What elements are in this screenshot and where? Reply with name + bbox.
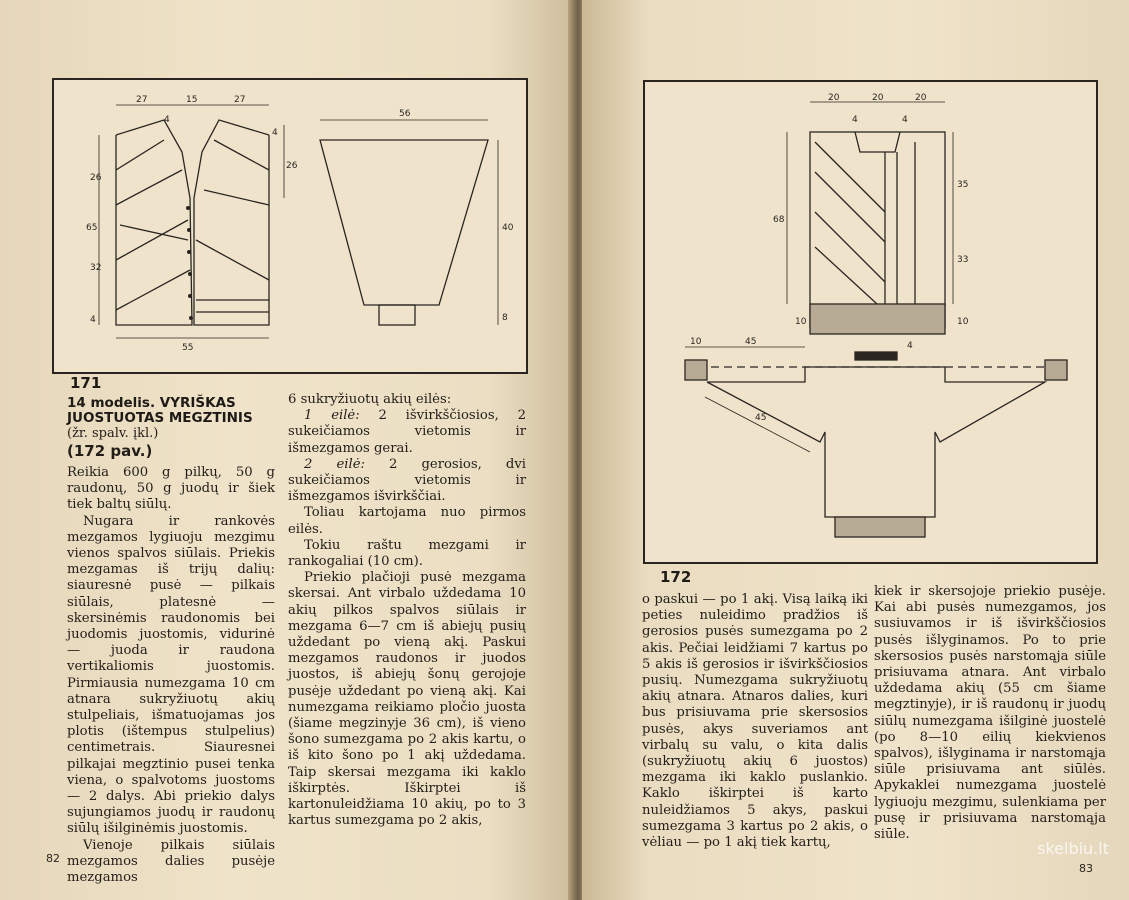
dim-label: 55 bbox=[182, 343, 194, 353]
dim-label: 26 bbox=[286, 161, 298, 171]
model-heading-line2: JUOSTUOTAS MEGZTINIS bbox=[67, 410, 253, 426]
row-label: 1 eilė: bbox=[304, 408, 360, 424]
figure-171-box bbox=[52, 78, 528, 374]
dim-label: 4 bbox=[907, 341, 913, 351]
dim-label: 33 bbox=[957, 255, 969, 265]
left-column-1 bbox=[67, 396, 275, 886]
paragraph: 6 sukryžiuotų akių eilės: bbox=[288, 392, 452, 407]
dim-label: 26 bbox=[90, 173, 102, 183]
dim-label: 27 bbox=[234, 95, 246, 105]
dim-label: 4 bbox=[852, 115, 858, 125]
page-number: 82 bbox=[46, 852, 60, 865]
dim-label: 10 bbox=[795, 317, 807, 327]
paragraph: Toliau kartojama nuo pirmos eilės. bbox=[288, 505, 526, 537]
dim-label: 10 bbox=[957, 317, 969, 327]
dim-label: 8 bbox=[502, 313, 508, 323]
dim-label: 68 bbox=[773, 215, 785, 225]
dim-label: 4 bbox=[902, 115, 908, 125]
figure-number: 171 bbox=[70, 374, 102, 392]
page-number: 83 bbox=[1079, 862, 1093, 875]
left-column-2 bbox=[288, 392, 526, 829]
paragraph: Priekio plačioji pusė mezgama skersai. Ant virbalo uždedama 10 akių pilkos spalvos siūlais ir mezgama 6—7 cm iš abiejų pusių uždedant po vieną akį. Paskui mezgamos raudonos ir juodos juostos, iš abiejų šonų gerojoje pusėje uždedant po vieną akį. Kai numezgama reikiamo pločio juosta (šiame megzinyje 36 cm), iš vieno šono sumezgama po 2 akis kartu, o iš kito šono po 1 akį uždedama. Taip skersai mezgama iki kaklo iškirptės. Iškirptei iš kartonuleidžiama 10 akių, po to 3 kartus sumezgama po 2 akis, bbox=[288, 570, 526, 829]
dim-label: 65 bbox=[86, 223, 98, 233]
dim-label: 32 bbox=[90, 263, 102, 273]
paragraph bbox=[288, 408, 526, 457]
dim-label: 56 bbox=[399, 109, 411, 119]
dim-label: 4 bbox=[164, 115, 170, 125]
row-label: 2 eilė: bbox=[304, 456, 365, 472]
dim-label: 45 bbox=[745, 337, 757, 347]
right-page bbox=[582, 0, 1129, 900]
right-column-1 bbox=[642, 592, 868, 851]
figure-172-diagram bbox=[645, 82, 1096, 562]
right-column-2 bbox=[874, 584, 1106, 843]
paragraph: o paskui — po 1 akį. Visą laiką iki peties nuleidimo pradžios iš gerosios pusės sumezgama po 2 akis. Pečiai leidžiami 7 kartus po 5 akis iš gerosios ir išvirkščiosios pusių. Numezgama sukryžiuotų akių atnara. Atnaros dalies, kuri bus prisiuvama prie skersosios pusės, akys suveriamos ant virbalų su valu, o kita dalis (sukryžiuotų akių 6 juostos) mezgama iki kaklo puslankio. Kaklo iškirptei iš karto nuleidžiamos 5 akys, paskui sumezgama 3 kartus po 2 akis, o vėliau — po 1 akį tiek kartų, bbox=[642, 592, 868, 851]
dim-label: 4 bbox=[272, 128, 278, 138]
dim-label: 10 bbox=[690, 337, 702, 347]
dim-label: 27 bbox=[136, 95, 148, 105]
model-heading-sub: (žr. spalv. įkl.) bbox=[67, 426, 159, 441]
watermark: skelbiu.lt bbox=[1037, 839, 1109, 858]
dim-label: 35 bbox=[957, 180, 969, 190]
paragraph: Nugara ir rankovės mezgamos lygiuoju mezgimu vienos spalvos siūlais. Priekis mezgamas iš trijų dalių: siauresnė pusė — pilkais siūlais, platesnė — skersinėmis raudonomis bei juodomis juostomis, vidurinė — juoda ir raudona vertikaliomis juostomis. Pirmiausia numezgama 10 cm atnara sukryžiuotų akių stulpeliais, išmatuojamas jos plotis (ištempus stulpelius) centimetrais. Siauresnei pilkajai megztinio pusei tenka viena, o spalvotoms juostoms — 2 dalys. Abi priekio dalys sujungiamos juodų ir raudonų siūlų išilginėmis juostomis. bbox=[67, 513, 275, 837]
paragraph: kiek ir skersojoje priekio pusėje. Kai abi pusės numezgamos, jos susiuvamos ir iš išvirkščiosios pusės išlyginamos. Po to prie skersosios pusės narstomąja siūle prisiuvama atnara. Ant virbalo uždedama akių (55 cm šiame megztinyje), ir iš raudonų ir juodų siūlų numezgama išilginė juostelė (po 8—10 eilių kiekvienos spalvos), išlyginama ir narstomąja siūle prisiuvama ant siūlės. Apykaklei numezgama juostelė lygiuoju mezgimu, sulenkiama per pusę ir prisiuvama narstomąja siūle. bbox=[874, 584, 1106, 843]
row-text: 2 gerosios, dvi sukeičiamos vietomis ir išmezgamos išvirkščiai. bbox=[288, 456, 526, 505]
figure-172-box bbox=[643, 80, 1098, 564]
row-text: 2 išvirkščiosios, 2 sukeičiamos vietomis ir išmezgamos gerai. bbox=[288, 408, 527, 456]
dim-label: 4 bbox=[90, 315, 96, 325]
figure-number: 172 bbox=[660, 568, 692, 586]
model-heading-line1: 14 modelis. VYRIŠKAS bbox=[67, 395, 236, 411]
dim-label: 45 bbox=[755, 413, 767, 423]
paragraph: Reikia 600 g pilkų, 50 g raudonų, 50 g juodų ir šiek tiek baltų siūlų. bbox=[67, 465, 275, 513]
figure-171-diagram bbox=[54, 80, 526, 372]
dim-label: 20 bbox=[828, 93, 840, 103]
dim-label: 15 bbox=[186, 95, 198, 105]
dim-label: 20 bbox=[872, 93, 884, 103]
dim-label: 20 bbox=[915, 93, 927, 103]
dim-label: 40 bbox=[502, 223, 514, 233]
paragraph: Vienoje pilkais siūlais mezgamos dalies pusėje mezgamos bbox=[67, 837, 275, 886]
model-heading-ref: (172 pav.) bbox=[67, 442, 153, 460]
paragraph bbox=[288, 457, 526, 506]
paragraph: Tokiu raštu mezgami ir rankogaliai (10 cm). bbox=[288, 537, 526, 570]
